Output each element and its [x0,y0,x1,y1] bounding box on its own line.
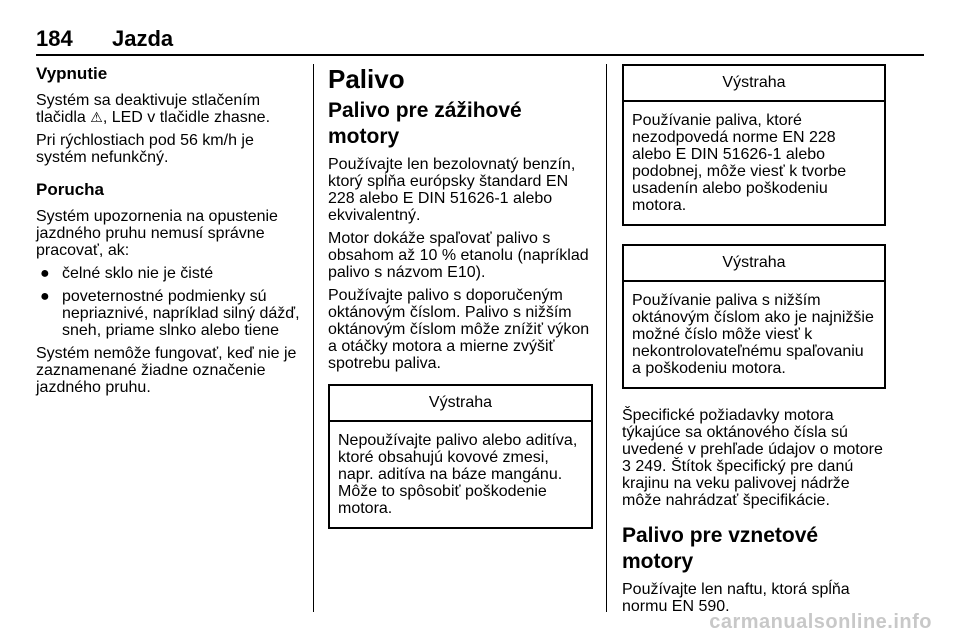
warning-body: Nepoužívajte palivo alebo aditíva, ktoré obsahujú kovové zmesi, napr. aditíva na báze mangánu. Môže to spôsobiť poškodenie motora. [338,432,578,517]
vznetove-paragraph: Používajte len naftu, ktorá spĺňa normu EN 590. [622,581,850,615]
section-title: Jazda [112,26,174,51]
zazihove-paragraph-1: Používajte len bezolovnatý benzín, ktorý spĺňa európsky štandard EN 228 alebo E DIN 51626-1 alebo ekvivalentný. [328,156,576,224]
bullet-icon: ● [40,265,50,282]
list-item [36,288,300,339]
porucha-list [36,265,300,339]
list-item-text: čelné sklo nie je čisté [62,265,214,282]
column-2 [328,64,593,547]
porucha-paragraph-1: Systém upozornenia na opustenie jazdného pruhu nemusí správne pracovať, ak: [36,208,278,259]
vypnutie-paragraph-2: Pri rýchlostiach pod 56 km/h je systém nefunkčný. [36,132,254,166]
warning-body: Používanie paliva, ktoré nezodpovedá norme EN 228 alebo E DIN 51626-1 alebo podobnej, môže viesť k tvorbe usadenín alebo poškodeniu motora. [632,112,847,214]
text-span: Systém sa deaktivuje stlačením tlačidla [36,92,261,126]
warning-box [328,384,593,529]
column-3 [622,64,886,621]
vypnutie-paragraph-1 [36,92,300,126]
page-header [36,26,924,56]
text-span: Špecifické požiadavky motora týkajúce sa oktánového čísla sú uvedené v prehľade údajov o motore [622,407,883,458]
octane-paragraph [622,407,886,509]
warning-box-1 [622,64,886,226]
zazihove-paragraph-2: Motor dokáže spaľovať palivo s obsahom až 10 % etanolu (napríklad palivo s názvom E10). [328,230,589,281]
warning-title: Výstraha [330,386,591,422]
warning-body: Používanie paliva s nižším oktánovým číslom ako je najnižšie možné číslo môže viesť k nekontrolovateľnému spaľovaniu a poškodeniu motora. [632,292,874,377]
lane-departure-icon: ⚠︎ [90,109,103,125]
list-item [36,265,300,282]
column-1 [36,64,300,402]
heading-vznetove-motory: Palivo pre vznetové motory [622,524,819,573]
header-rule [36,54,924,56]
list-item-text: poveternostné podmienky sú nepriaznivé, napríklad silný dážď, sneh, priame slnko alebo tiene [62,288,300,339]
column-divider-2 [606,64,607,612]
heading-zazihove-motory: Palivo pre zážihové motory [328,99,522,148]
page-number: 184 [36,26,73,51]
column-divider-1 [313,64,314,612]
warning-box-2 [622,244,886,389]
porucha-paragraph-2: Systém nemôže fungovať, keď nie je zaznamenané žiadne označenie jazdného pruhu. [36,345,297,396]
warning-title: Výstraha [624,66,884,102]
heading-vypnutie: Vypnutie [36,64,108,83]
page-reference-icon[interactable]: 3 [622,458,631,475]
zazihove-paragraph-3: Používajte palivo s doporučeným oktánovým číslom. Palivo s nižším oktánovým číslom môže znížiť výkon a otáčky motora a mierne zvýšiť spotrebu paliva. [328,287,590,372]
heading-porucha: Porucha [36,180,105,199]
warning-title: Výstraha [624,246,884,282]
text-span: , LED v tlačidle zhasne. [102,109,271,126]
bullet-icon: ● [40,288,50,305]
watermark: carmanualsonline.info [709,611,932,633]
text-span: 249. Štítok špecifický pre danú krajinu na veku palivovej nádrže môže nahrádzať špecifikácie. [622,458,854,509]
heading-palivo: Palivo [328,64,405,94]
